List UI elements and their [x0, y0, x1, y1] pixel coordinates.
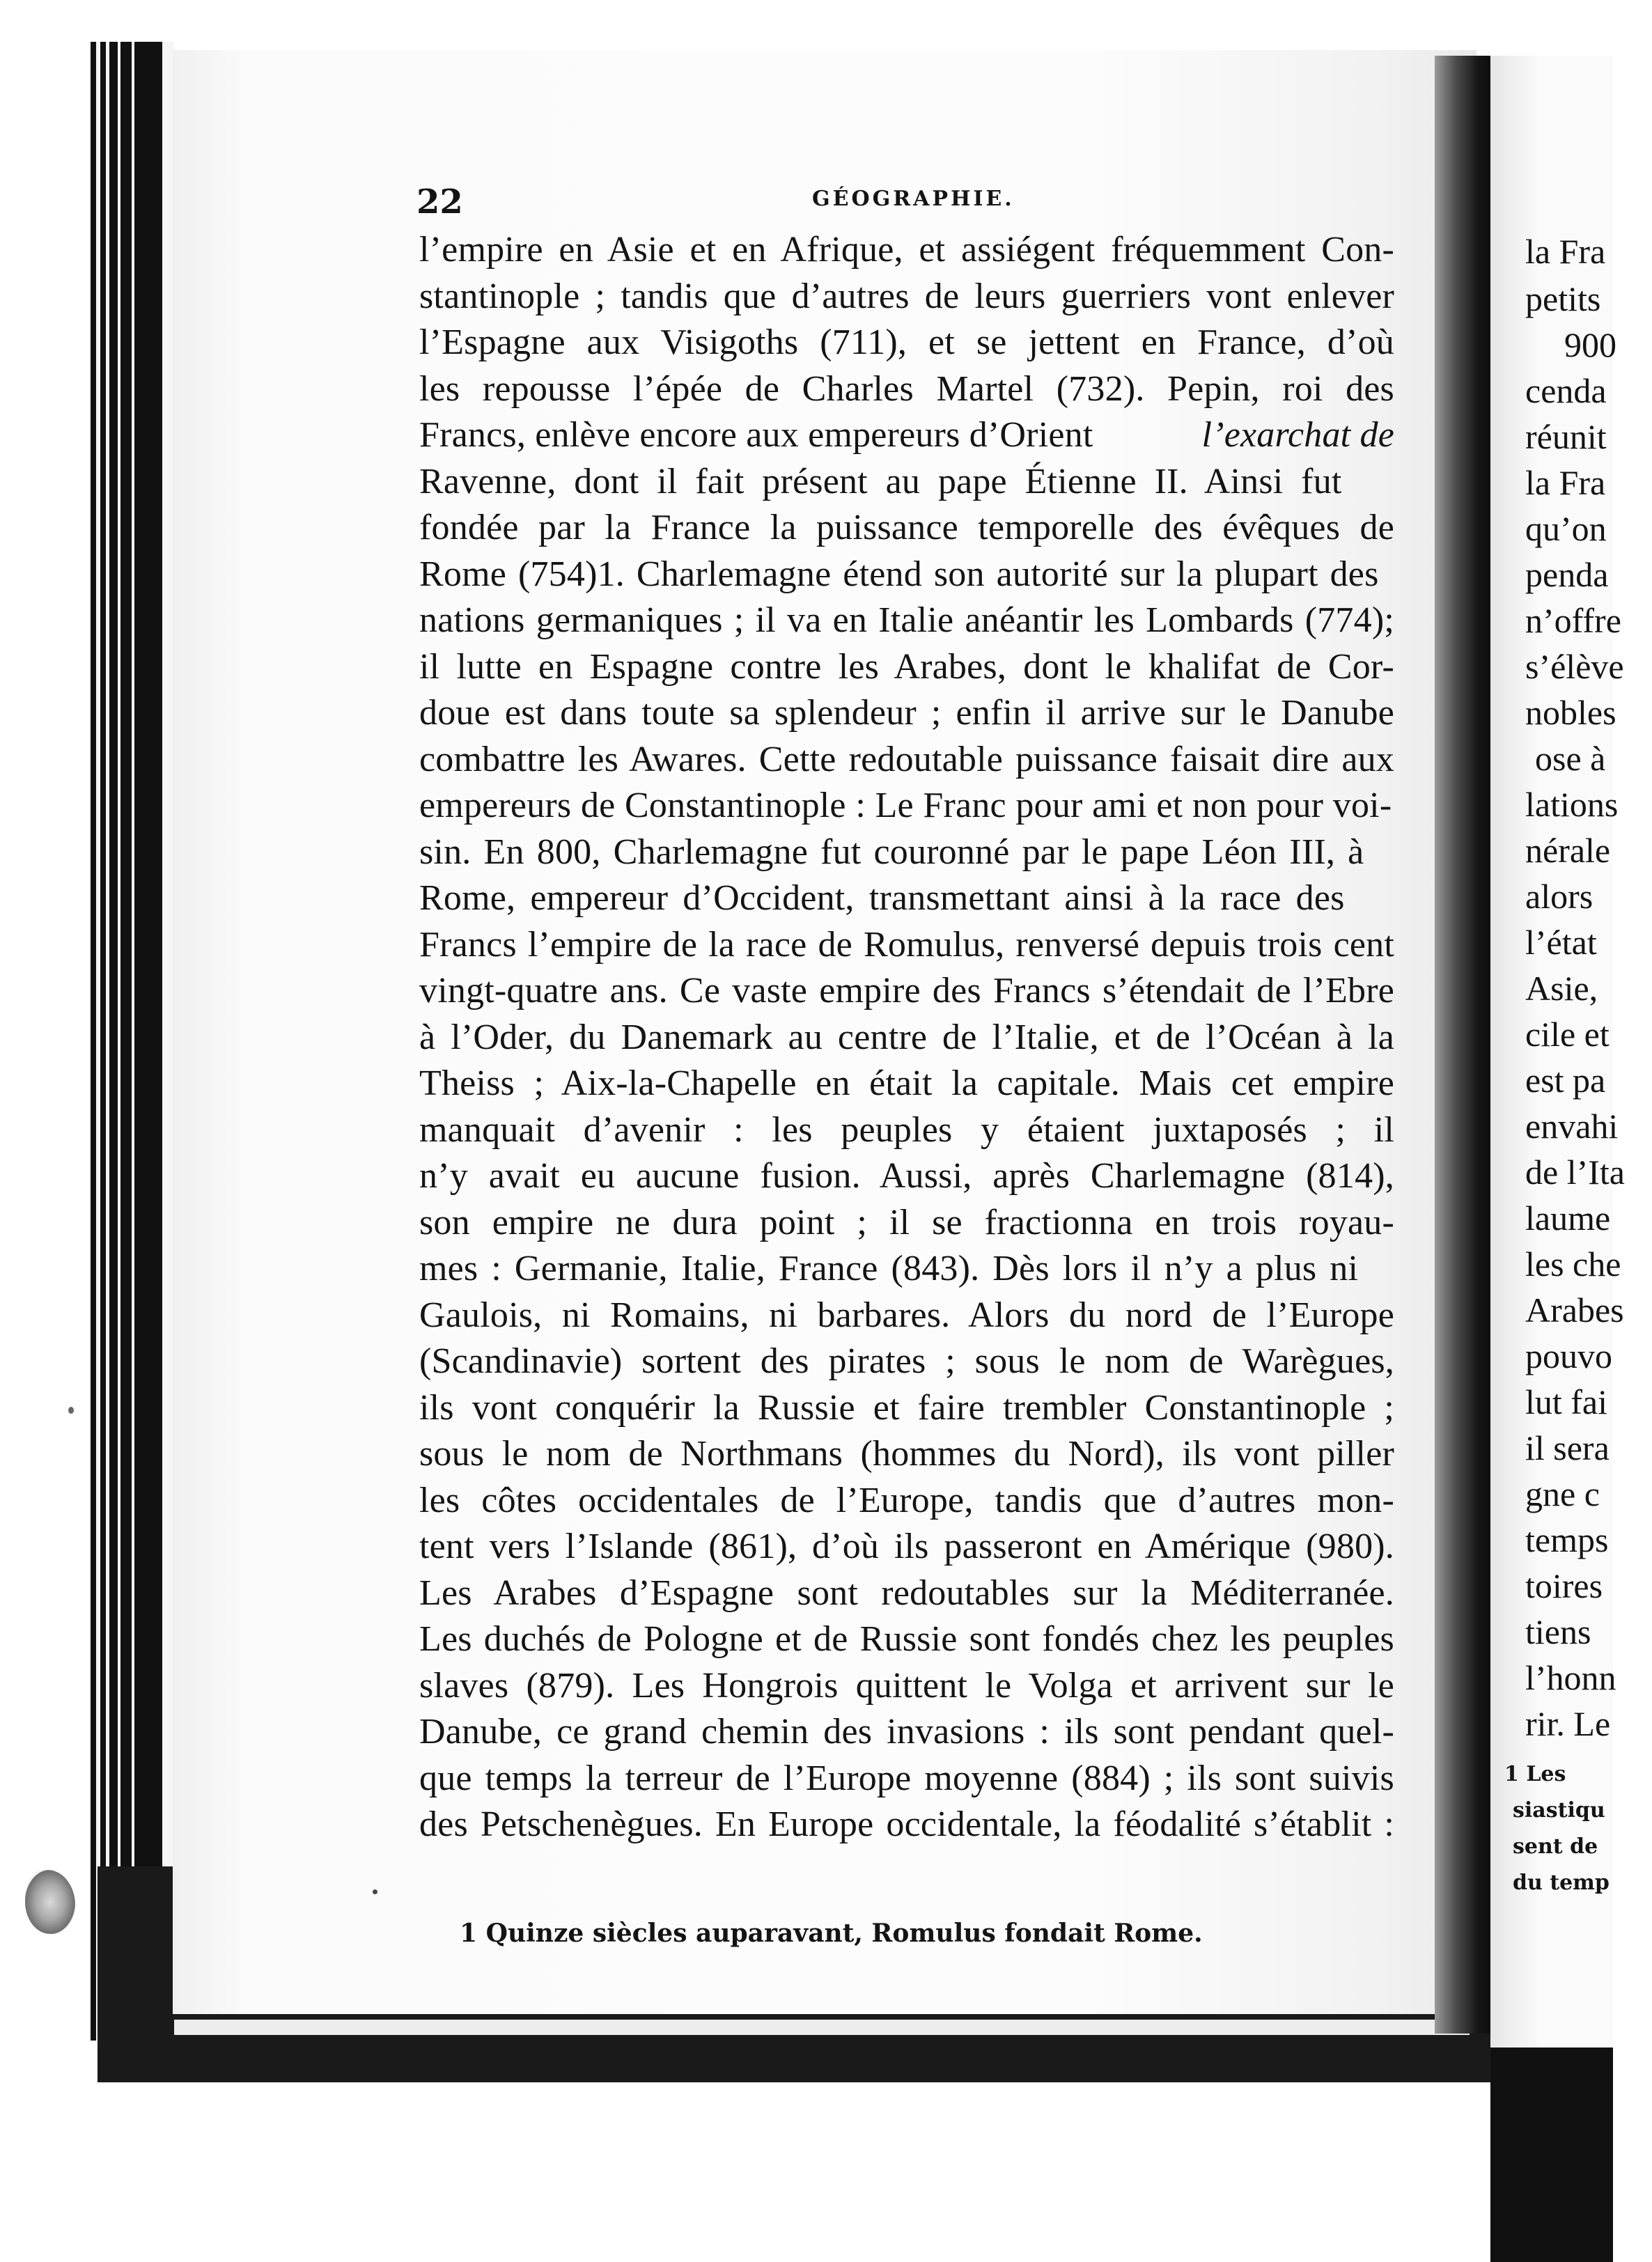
- fragment-line: alors: [1525, 877, 1593, 916]
- binding-shadow-bottom: [1490, 2048, 1613, 2262]
- italic-term: l’exarchat de: [1201, 415, 1394, 455]
- text-line: sous le nom de Northmans (hommes du Nord), ils vont piller: [419, 1434, 1394, 1474]
- text-line: les repousse l’épée de Charles Martel (732). Pepin, roi des: [419, 368, 1394, 409]
- gutter-shadow: [1435, 56, 1497, 2034]
- fragment-line: gne c: [1525, 1474, 1600, 1513]
- text-line: l’Espagne aux Visigoths (711), et se jettent en France, d’où: [419, 322, 1394, 362]
- fragment-line: la Fra: [1525, 232, 1606, 271]
- text-line: Danube, ce grand chemin des invasions : ils sont pendant quel-: [419, 1712, 1394, 1752]
- scan-speck: [373, 1889, 377, 1894]
- fragment-line: ose à: [1535, 739, 1606, 778]
- text-line: sin. En 800, Charlemagne fut couronné par le pape Léon III, à: [419, 832, 1364, 872]
- text-line: n’y avait eu aucune fusion. Aussi, après Charlemagne (814),: [419, 1156, 1394, 1196]
- fragment-line: s’élève: [1525, 647, 1624, 686]
- fragment-note: sent de: [1513, 1834, 1598, 1859]
- text-line: tent vers l’Islande (861), d’où ils passeront en Amérique (980).: [419, 1527, 1394, 1566]
- fragment-line: lations: [1525, 785, 1619, 824]
- text-line: Les duchés de Pologne et de Russie sont fondés chez les peuples: [419, 1619, 1394, 1659]
- text-line: l’empire en Asie et en Afrique, et assiégent fréquemment Con-: [419, 230, 1394, 270]
- fragment-line: Arabes: [1525, 1290, 1624, 1329]
- scan-smudge: [25, 1870, 75, 1934]
- fragment-line: lut fai: [1525, 1382, 1608, 1421]
- fragment-line: 900: [1564, 325, 1616, 364]
- fragment-line: petits: [1525, 279, 1601, 318]
- body-text: [419, 227, 1394, 1848]
- fragment-line: toires: [1525, 1566, 1603, 1605]
- fragment-line: cenda: [1525, 371, 1607, 410]
- text-line: Les Arabes d’Espagne sont redoutables sur la Méditerranée.: [419, 1573, 1394, 1613]
- text-run: Francs, enlève encore aux empereurs d’Orient: [419, 415, 1093, 455]
- fragment-note: du temp: [1513, 1871, 1610, 1895]
- fragment-line: penda: [1525, 555, 1609, 594]
- page-stack-bottom-edge: [174, 2020, 1470, 2035]
- fragment-note: siastiqu: [1513, 1798, 1605, 1823]
- text-line: empereurs de Constantinople : Le Franc pour ami et non pour voi-: [419, 786, 1392, 825]
- text-line: nations germaniques ; il va en Italie anéantir les Lombards (774);: [419, 600, 1394, 640]
- text-line: mes : Germanie, Italie, France (843). Dès lors il n’y a plus ni: [419, 1249, 1359, 1288]
- fragment-line: l’état: [1525, 923, 1597, 962]
- text-line: les côtes occidentales de l’Europe, tandis que d’autres mon-: [419, 1480, 1394, 1520]
- text-line: ils vont conquérir la Russie et faire trembler Constantinople ;: [419, 1387, 1394, 1428]
- fragment-line: nobles: [1525, 693, 1616, 732]
- fragment-line: qu’on: [1525, 509, 1607, 548]
- fragment-line: est pa: [1525, 1061, 1606, 1100]
- fragment-line: il sera: [1525, 1428, 1610, 1467]
- fragment-line: Asie,: [1525, 969, 1598, 1008]
- fragment-line: temps: [1525, 1520, 1609, 1559]
- scan-speck: [68, 1407, 74, 1414]
- text-line: Rome, empereur d’Occident, transmettant ainsi à la race des: [419, 878, 1345, 918]
- fragment-note: 1 Les: [1504, 1762, 1566, 1786]
- fragment-line: l’honn: [1525, 1658, 1616, 1697]
- fragment-line: envahi: [1525, 1107, 1619, 1146]
- page-stack-edges: [91, 42, 174, 2041]
- footnote: 1 Quinze siècles auparavant, Romulus fondait Rome.: [460, 1919, 1203, 1948]
- fragment-line: rir. Le: [1525, 1704, 1611, 1743]
- running-title: GÉOGRAPHIE.: [812, 187, 1015, 211]
- text-line: son empire ne dura point ; il se fractionna en trois royau-: [419, 1202, 1394, 1242]
- text-line: Theiss ; Aix-la-Chapelle en était la capitale. Mais cet empire: [419, 1063, 1394, 1103]
- fragment-line: tiens: [1525, 1612, 1591, 1651]
- text-line: Gaulois, ni Romains, ni barbares. Alors du nord de l’Europe: [419, 1295, 1394, 1335]
- fragment-line: de l’Ita: [1525, 1153, 1625, 1192]
- text-line: stantinople ; tandis que d’autres de leurs guerriers vont enlever: [419, 276, 1394, 316]
- fragment-line: réunit: [1525, 417, 1607, 456]
- fragment-line: pouvo: [1525, 1336, 1612, 1375]
- text-line: fondée par la France la puissance temporelle des évêques de: [419, 508, 1394, 547]
- text-line: Rome (754)1. Charlemagne étend son autorité sur la plupart des: [419, 554, 1379, 594]
- text-line: que temps la terreur de l’Europe moyenne (884) ; ils sont suivis: [419, 1758, 1394, 1798]
- text-line: combattre les Awares. Cette redoutable puissance faisait dire aux: [419, 739, 1394, 779]
- text-line: à l’Oder, du Danemark au centre de l’Italie, et de l’Océan à la: [419, 1017, 1394, 1057]
- text-line: (Scandinavie) sortent des pirates ; sous le nom de Warègues,: [419, 1341, 1394, 1381]
- fragment-line: les che: [1525, 1245, 1621, 1284]
- text-line: des Petschenègues. En Europe occidentale, la féodalité s’établit :: [419, 1804, 1394, 1844]
- fragment-line: la Fra: [1525, 463, 1606, 502]
- text-line: vingt-quatre ans. Ce vaste empire des Francs s’étendait de l’Ebre: [419, 971, 1394, 1011]
- fragment-line: cile et: [1525, 1015, 1610, 1054]
- fragment-line: nérale: [1525, 831, 1611, 870]
- text-line: manquait d’avenir : les peuples y étaient juxtaposés ; il: [419, 1109, 1394, 1150]
- text-line: il lutte en Espagne contre les Arabes, dont le khalifat de Cor-: [419, 646, 1394, 687]
- text-line: Ravenne, dont il fait présent au pape Étienne II. Ainsi fut: [419, 461, 1342, 501]
- page-number: 22: [416, 182, 463, 221]
- text-line: slaves (879). Les Hongrois quittent le Volga et arrivent sur le: [419, 1665, 1394, 1706]
- text-line: doue est dans toute sa splendeur ; enfin il arrive sur le Danube: [419, 693, 1394, 733]
- fragment-line: laume: [1525, 1199, 1611, 1238]
- text-line: Francs l’empire de la race de Romulus, renversé depuis trois cent: [419, 924, 1394, 965]
- fragment-line: n’offre: [1525, 601, 1621, 640]
- text-line: [419, 412, 1394, 459]
